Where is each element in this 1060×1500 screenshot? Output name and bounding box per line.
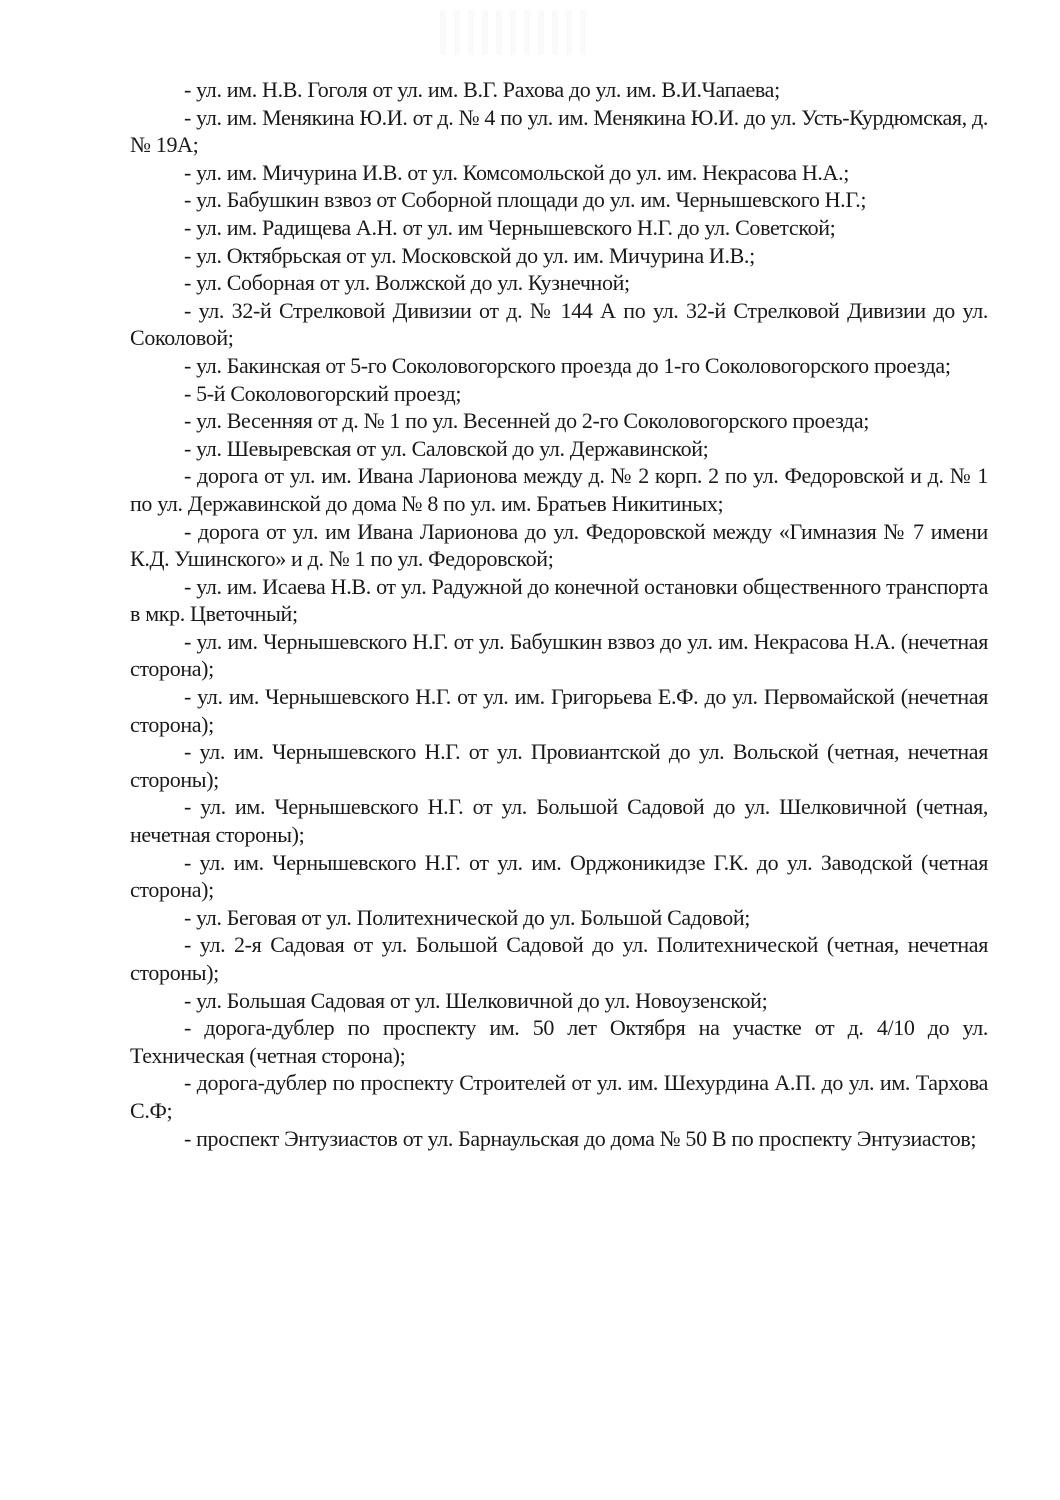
list-item: - ул. Беговая от ул. Политехнической до ул. Большой Садовой; (184, 904, 751, 930)
list-item: - ул. Бабушкин взвоз от Соборной площади до ул. им. Чернышевского Н.Г.; (184, 187, 867, 213)
list-item: - ул. им. Чернышевского Н.Г. от ул. Провиантской до ул. Вольской (четная, нечетная стороны); (130, 739, 988, 792)
street-list (130, 76, 988, 1152)
list-item: - ул. им. Исаева Н.В. от ул. Радужной до конечной остановки общественного транспорта в мкр. Цветочный; (130, 573, 988, 627)
list-item: - ул. 32-й Стрелковой Дивизии от д. № 144 А по ул. 32-й Стрелковой Дивизии до ул. Соколовой; (130, 297, 988, 351)
list-item: - ул. Бакинская от 5-го Соколовогорского проезда до 1-го Соколовогорского проезда; (184, 352, 951, 378)
list-item: - ул. им. Чернышевского Н.Г. от ул. им. Орджоникидзе Г.К. до ул. Заводской (четная сторона); (130, 849, 988, 903)
list-item: - проспект Энтузиастов от ул. Барнаульская до дома № 50 В по проспекту Энтузиастов; (184, 1125, 977, 1151)
list-item: - ул. им. Радищева А.Н. от ул. им Чернышевского Н.Г. до ул. Советской; (184, 214, 836, 240)
list-item: - дорога от ул. им. Ивана Ларионова между д. № 2 корп. 2 по ул. Федоровской и д. № 1 по ул. Державинской до дома № 8 по ул. им. Братьев Никитиных; (130, 463, 988, 516)
list-item: - ул. Большая Садовая от ул. Шелковичной до ул. Новоузенской; (184, 987, 768, 1013)
list-item: - ул. Октябрьская от ул. Московской до ул. им. Мичурина И.В.; (184, 242, 755, 268)
list-item: - дорога от ул. им Ивана Ларионова до ул. Федоровской между «Гимназия № 7 имени К.Д. Ушинского» и д. № 1 по ул. Федоровской; (130, 518, 988, 572)
list-item: - ул. Соборная от ул. Волжской до ул. Кузнечной; (184, 270, 630, 296)
list-item: - дорога-дублер по проспекту Строителей от ул. им. Шехурдина А.П. до ул. им. Тархова С.Ф; (130, 1070, 988, 1123)
list-item: - ул. им. Чернышевского Н.Г. от ул. Большой Садовой до ул. Шелковичной (четная, нечетная стороны); (130, 794, 988, 848)
list-item: - 5-й Соколовогорский проезд; (184, 380, 462, 406)
scan-bleed-through-artifact (440, 10, 590, 55)
list-item: - ул. 2-я Садовая от ул. Большой Садовой до ул. Политехнической (четная, нечетная стороны); (130, 932, 988, 985)
list-item: - ул. им. Мичурина И.В. от ул. Комсомольской до ул. им. Некрасова Н.А.; (184, 159, 849, 185)
list-item: - ул. им. Менякина Ю.И. от д. № 4 по ул. им. Менякина Ю.И. до ул. Усть-Курдюмская, д. № 19А; (130, 104, 988, 158)
list-item: - ул. Весенняя от д. № 1 по ул. Весенней до 2-го Соколовогорского проезда; (184, 408, 870, 434)
list-item: - ул. им. Чернышевского Н.Г. от ул. им. Григорьева Е.Ф. до ул. Первомайской (нечетная сторона); (130, 684, 988, 737)
list-item: - ул. Шевыревская от ул. Саловской до ул. Державинской; (184, 435, 709, 461)
list-item: - дорога-дублер по проспекту им. 50 лет Октября на участке от д. 4/10 до ул. Техническая (четная сторона); (130, 1015, 988, 1068)
list-item: - ул. им. Н.В. Гоголя от ул. им. В.Г. Рахова до ул. им. В.И.Чапаева; (184, 77, 780, 102)
list-item: - ул. им. Чернышевского Н.Г. от ул. Бабушкин взвоз до ул. им. Некрасова Н.А. (нечетная сторона); (130, 628, 988, 682)
